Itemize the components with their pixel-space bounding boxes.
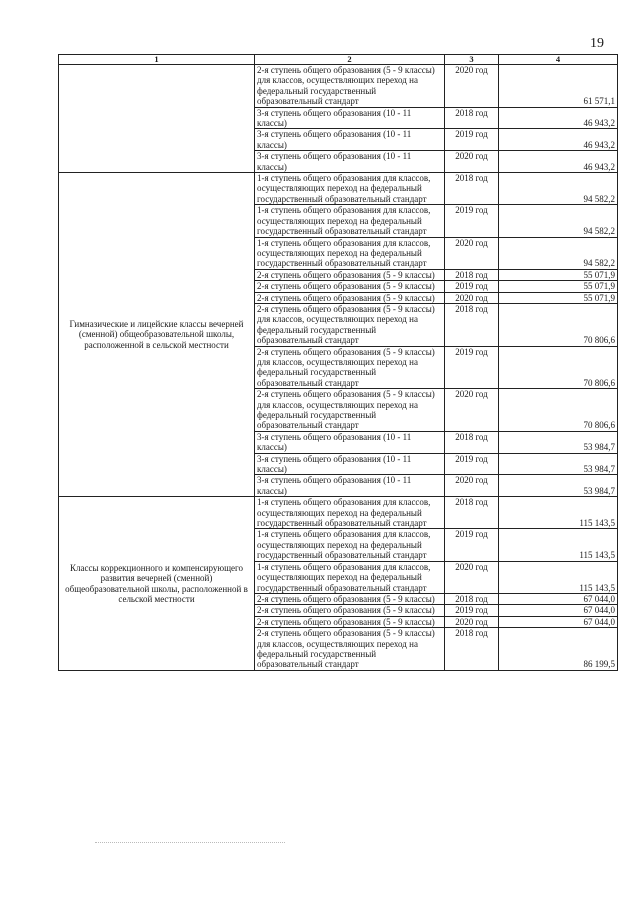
year-cell: 2019 год <box>445 605 499 616</box>
description-cell: 2-я ступень общего образования (5 - 9 классы) <box>255 605 445 616</box>
value-cell: 55 071,9 <box>499 281 618 292</box>
column-header-2: 2 <box>255 55 445 65</box>
page-number: 19 <box>590 36 604 51</box>
year-cell: 2018 год <box>445 497 499 529</box>
value-cell: 115 143,5 <box>499 529 618 561</box>
description-cell: 1-я ступень общего образования для классов, осуществляющих переход на федеральный государственный образовательный стандарт <box>255 205 445 237</box>
group-name-cell <box>59 65 255 173</box>
table-row <box>59 173 618 205</box>
year-cell: 2018 год <box>445 593 499 604</box>
group-name-cell: Классы коррекционного и компенсирующего развития вечерней (сменной) общеобразовательной школы, расположенной в сельской местности <box>59 497 255 671</box>
year-cell: 2020 год <box>445 65 499 108</box>
description-cell: 1-я ступень общего образования для классов, осуществляющих переход на федеральный государственный образовательный стандарт <box>255 237 445 269</box>
description-cell: 2-я ступень общего образования (5 - 9 классы) <box>255 593 445 604</box>
year-cell: 2020 год <box>445 475 499 497</box>
value-cell: 53 984,7 <box>499 431 618 453</box>
year-cell: 2019 год <box>445 346 499 389</box>
description-cell: 1-я ступень общего образования для классов, осуществляющих переход на федеральный государственный образовательный стандарт <box>255 497 445 529</box>
value-cell: 70 806,6 <box>499 389 618 432</box>
table-body <box>59 65 618 671</box>
year-cell: 2020 год <box>445 561 499 593</box>
year-cell: 2020 год <box>445 237 499 269</box>
group-name-cell: Гимназические и лицейские классы вечерней (сменной) общеобразовательной школы, расположенной в сельской местности <box>59 173 255 497</box>
description-cell: 2-я ступень общего образования (5 - 9 классы) <box>255 616 445 627</box>
year-cell: 2020 год <box>445 292 499 303</box>
description-cell: 2-я ступень общего образования (5 - 9 классы) для классов, осуществляющих переход на федеральный государственный образовательный стандарт <box>255 628 445 671</box>
description-cell: 3-я ступень общего образования (10 - 11 классы) <box>255 453 445 475</box>
year-cell: 2018 год <box>445 173 499 205</box>
description-cell: 3-я ступень общего образования (10 - 11 классы) <box>255 129 445 151</box>
value-cell: 86 199,5 <box>499 628 618 671</box>
table-row <box>59 497 618 529</box>
year-cell: 2020 год <box>445 151 499 173</box>
table-row <box>59 65 618 108</box>
column-header-1: 1 <box>59 55 255 65</box>
description-cell: 2-я ступень общего образования (5 - 9 классы) для классов, осуществляющих переход на федеральный государственный образовательный стандарт <box>255 65 445 108</box>
description-cell: 1-я ступень общего образования для классов, осуществляющих переход на федеральный государственный образовательный стандарт <box>255 173 445 205</box>
description-cell: 2-я ступень общего образования (5 - 9 классы) для классов, осуществляющих переход на федеральный государственный образовательный стандарт <box>255 389 445 432</box>
budget-table <box>58 54 618 671</box>
year-cell: 2018 год <box>445 269 499 280</box>
value-cell: 70 806,6 <box>499 346 618 389</box>
value-cell: 67 044,0 <box>499 616 618 627</box>
value-cell: 46 943,2 <box>499 107 618 129</box>
description-cell: 3-я ступень общего образования (10 - 11 классы) <box>255 151 445 173</box>
column-header-4: 4 <box>499 55 618 65</box>
description-cell: 2-я ступень общего образования (5 - 9 классы) <box>255 269 445 280</box>
value-cell: 94 582,2 <box>499 237 618 269</box>
pencil-mark <box>95 842 285 844</box>
description-cell: 3-я ступень общего образования (10 - 11 классы) <box>255 431 445 453</box>
description-cell: 2-я ступень общего образования (5 - 9 классы) для классов, осуществляющих переход на федеральный государственный образовательный стандарт <box>255 346 445 389</box>
value-cell: 53 984,7 <box>499 475 618 497</box>
value-cell: 55 071,9 <box>499 292 618 303</box>
description-cell: 2-я ступень общего образования (5 - 9 классы) для классов, осуществляющих переход на федеральный государственный образовательный стандарт <box>255 303 445 346</box>
year-cell: 2019 год <box>445 205 499 237</box>
year-cell: 2019 год <box>445 129 499 151</box>
value-cell: 94 582,2 <box>499 173 618 205</box>
year-cell: 2019 год <box>445 281 499 292</box>
year-cell: 2020 год <box>445 616 499 627</box>
value-cell: 53 984,7 <box>499 453 618 475</box>
value-cell: 115 143,5 <box>499 497 618 529</box>
description-cell: 3-я ступень общего образования (10 - 11 классы) <box>255 107 445 129</box>
value-cell: 46 943,2 <box>499 129 618 151</box>
value-cell: 67 044,0 <box>499 605 618 616</box>
year-cell: 2018 год <box>445 107 499 129</box>
value-cell: 46 943,2 <box>499 151 618 173</box>
description-cell: 1-я ступень общего образования для классов, осуществляющих переход на федеральный государственный образовательный стандарт <box>255 529 445 561</box>
year-cell: 2020 год <box>445 389 499 432</box>
value-cell: 94 582,2 <box>499 205 618 237</box>
year-cell: 2019 год <box>445 453 499 475</box>
year-cell: 2018 год <box>445 628 499 671</box>
year-cell: 2019 год <box>445 529 499 561</box>
value-cell: 67 044,0 <box>499 593 618 604</box>
description-cell: 1-я ступень общего образования для классов, осуществляющих переход на федеральный государственный образовательный стандарт <box>255 561 445 593</box>
year-cell: 2018 год <box>445 303 499 346</box>
column-header-3: 3 <box>445 55 499 65</box>
year-cell: 2018 год <box>445 431 499 453</box>
description-cell: 3-я ступень общего образования (10 - 11 классы) <box>255 475 445 497</box>
description-cell: 2-я ступень общего образования (5 - 9 классы) <box>255 292 445 303</box>
value-cell: 70 806,6 <box>499 303 618 346</box>
value-cell: 61 571,1 <box>499 65 618 108</box>
description-cell: 2-я ступень общего образования (5 - 9 классы) <box>255 281 445 292</box>
header-row <box>59 55 618 65</box>
value-cell: 55 071,9 <box>499 269 618 280</box>
value-cell: 115 143,5 <box>499 561 618 593</box>
